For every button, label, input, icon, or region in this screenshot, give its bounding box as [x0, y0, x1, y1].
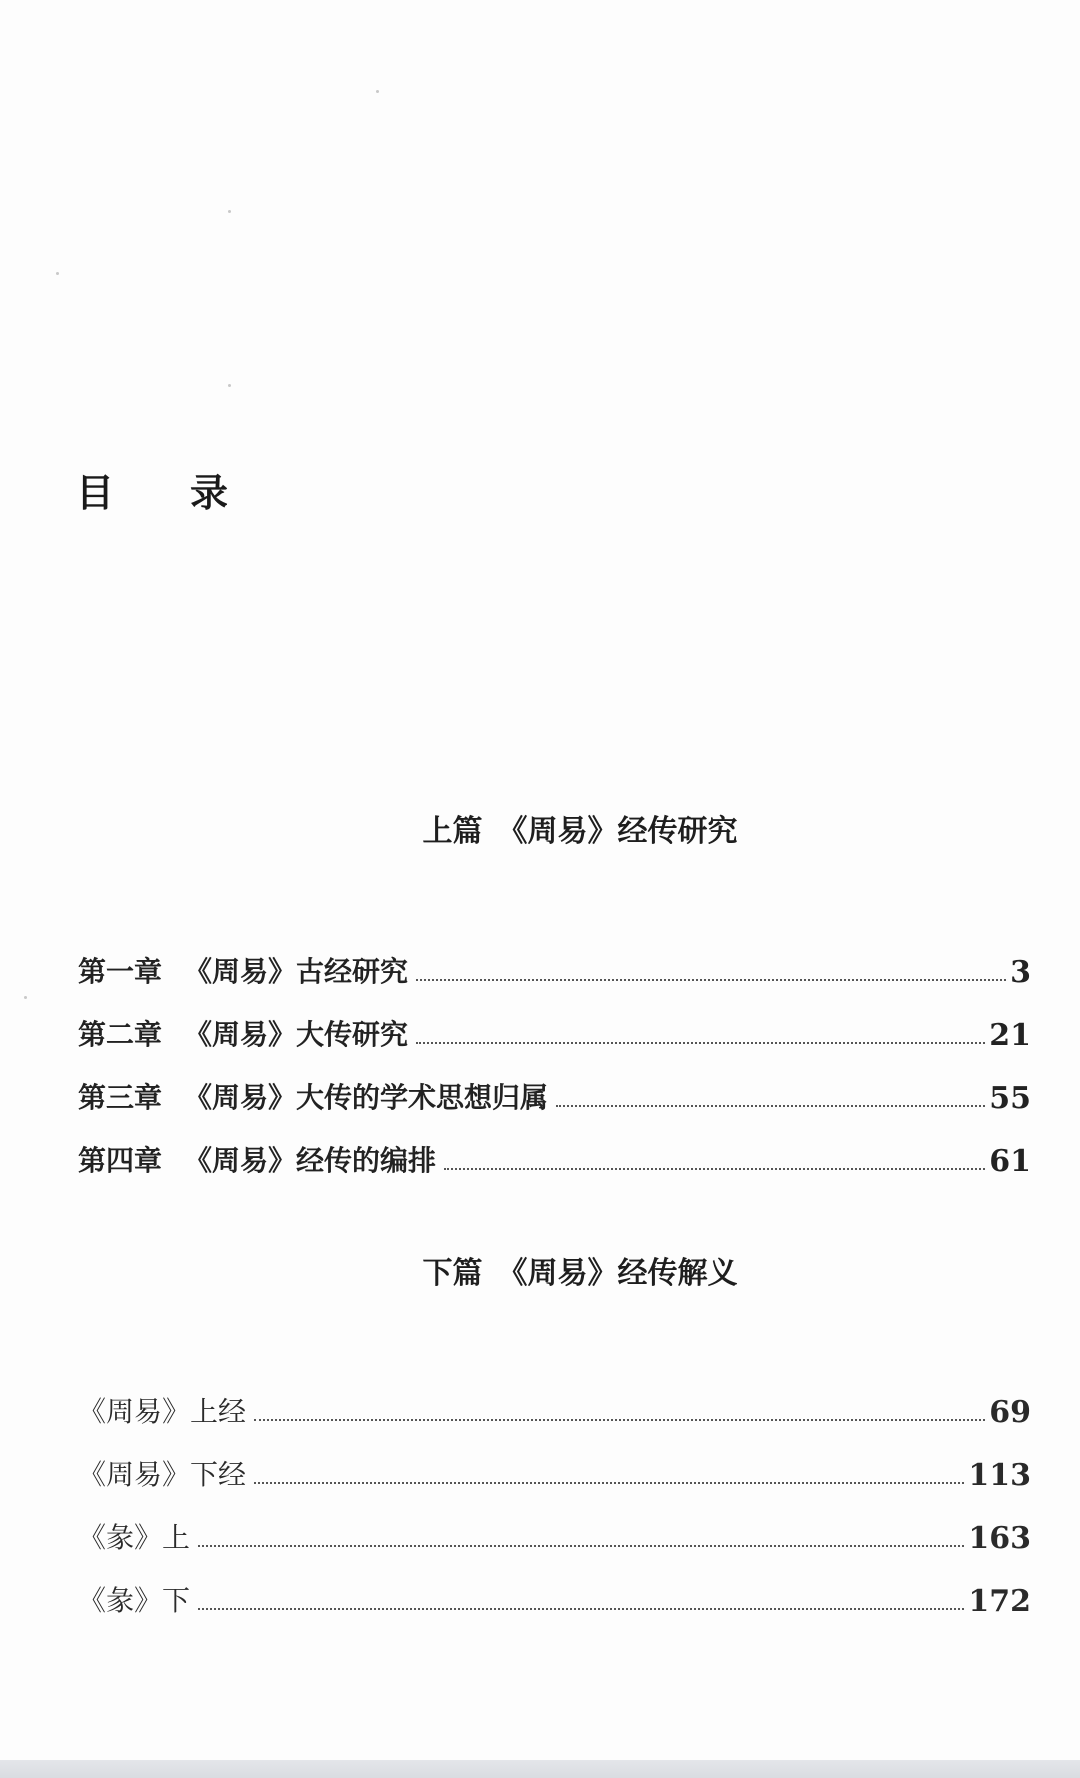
entry-page-number: 21: [989, 1018, 1031, 1053]
entry-chapter: 第三章: [78, 1081, 163, 1114]
toc-entry[interactable]: [78, 1430, 1031, 1493]
scan-speck: [376, 90, 379, 93]
dot-leader: [254, 1419, 985, 1421]
scan-speck: [228, 210, 231, 213]
bottom-edge-strip: [0, 1760, 1080, 1778]
dot-leader: [556, 1105, 985, 1107]
entry-page-number: 172: [968, 1584, 1031, 1619]
dot-leader: [444, 1168, 985, 1170]
toc-list-upper: [78, 927, 1031, 1179]
dot-leader: [416, 979, 1006, 981]
entry-title: 《周易》下经: [78, 1458, 247, 1491]
entry-page-number: 3: [1010, 955, 1031, 990]
toc-entry[interactable]: [78, 990, 1031, 1053]
entry-title: 《周易》上经: [78, 1395, 247, 1428]
entry-title: 《周易》经传的编排: [184, 1144, 437, 1177]
dot-leader: [416, 1042, 985, 1044]
dot-leader: [198, 1608, 964, 1610]
entry-title: 《彖》上: [78, 1521, 191, 1554]
entry-page-number: 163: [968, 1521, 1031, 1556]
scan-speck: [24, 996, 27, 999]
entry-page-number: 61: [989, 1144, 1031, 1179]
section-heading-lower: 下篇 《周易》经传解义: [422, 1256, 738, 1291]
toc-entry[interactable]: [78, 1493, 1031, 1556]
dot-leader: [254, 1482, 964, 1484]
toc-title: 目 录: [76, 470, 229, 515]
entry-title: 《彖》下: [78, 1584, 191, 1617]
entry-title: 《周易》大传研究: [184, 1018, 409, 1051]
entry-page-number: 113: [968, 1458, 1031, 1493]
entry-page-number: 55: [989, 1081, 1031, 1116]
toc-list-lower: [78, 1367, 1031, 1619]
dot-leader: [198, 1545, 964, 1547]
toc-entry[interactable]: [78, 1116, 1031, 1179]
entry-page-number: 69: [989, 1395, 1031, 1430]
entry-title: 《周易》大传的学术思想归属: [184, 1081, 549, 1114]
entry-chapter: 第二章: [78, 1018, 163, 1051]
section-heading-upper: 上篇 《周易》经传研究: [422, 814, 738, 849]
entry-title: 《周易》古经研究: [184, 955, 409, 988]
toc-entry[interactable]: [78, 1556, 1031, 1619]
entry-chapter: 第四章: [78, 1144, 163, 1177]
toc-entry[interactable]: [78, 1367, 1031, 1430]
entry-chapter: 第一章: [78, 955, 163, 988]
toc-entry[interactable]: [78, 1053, 1031, 1116]
scan-speck: [228, 384, 231, 387]
toc-entry[interactable]: [78, 927, 1031, 990]
scan-speck: [56, 272, 59, 275]
